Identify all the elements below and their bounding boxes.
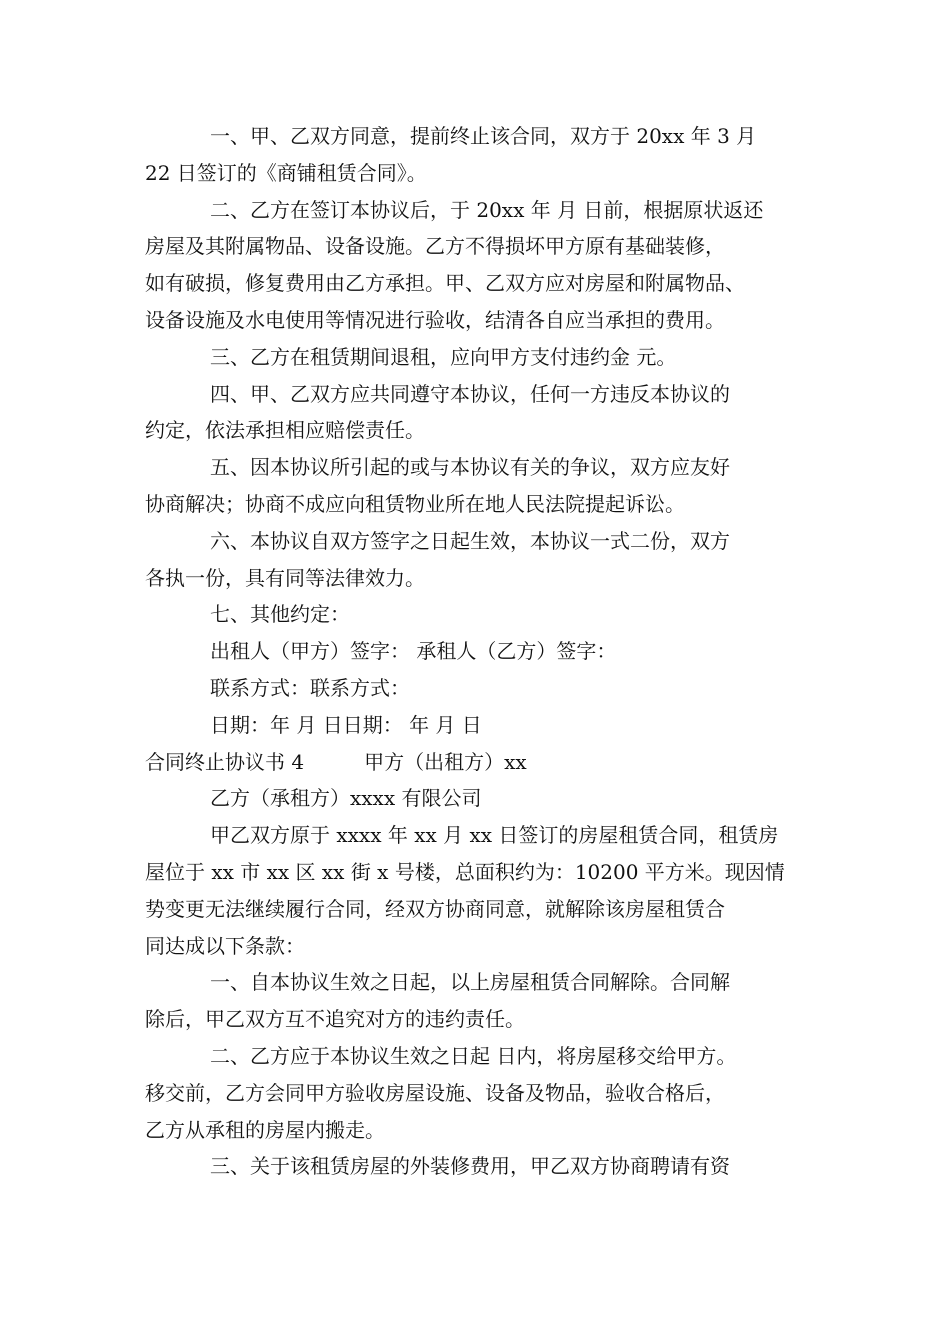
paragraph-line: 除后，甲乙双方互不追究对方的违约责任。: [145, 1007, 525, 1032]
paragraph-line: 三、乙方在租赁期间退租，应向甲方支付违约金 元。: [210, 344, 677, 369]
paragraph-line: 各执一份，具有同等法律效力。: [145, 565, 425, 590]
paragraph-line: 22 日签订的《商铺租赁合同》。: [145, 160, 427, 185]
paragraph-line: 七、其他约定：: [210, 602, 350, 627]
paragraph-line: 屋位于 xx 市 xx 区 xx 街 x 号楼，总面积约为：10200 平方米。现因情: [145, 859, 785, 884]
paragraph-line: 六、本协议自双方签字之日起生效，本协议一式二份，双方: [210, 528, 730, 553]
section-heading: 合同终止协议书 4: [145, 749, 305, 774]
signature-line: 出租人（甲方）签字： 承租人（乙方）签字：: [210, 639, 617, 664]
party-b-line: 乙方（承租方）xxxx 有限公司: [210, 786, 482, 811]
paragraph-line: 一、自本协议生效之日起，以上房屋租赁合同解除。合同解: [210, 970, 730, 995]
paragraph-line: 甲乙双方原于 xxxx 年 xx 月 xx 日签订的房屋租赁合同，租赁房: [210, 823, 779, 848]
paragraph-line: 房屋及其附属物品、设备设施。乙方不得损坏甲方原有基础装修，: [145, 234, 725, 259]
paragraph-line: 同达成以下条款：: [145, 933, 305, 958]
paragraph-line: 五、因本协议所引起的或与本协议有关的争议，双方应友好: [210, 455, 730, 480]
date-line: 日期：年 月 日日期： 年 月 日: [210, 712, 482, 737]
paragraph-line: 二、乙方应于本协议生效之日起 日内，将房屋移交给甲方。: [210, 1043, 737, 1068]
paragraph-line: 四、甲、乙双方应共同遵守本协议，任何一方违反本协议的: [210, 381, 730, 406]
paragraph-line: 如有破损，修复费用由乙方承担。甲、乙双方应对房屋和附属物品、: [145, 271, 745, 296]
paragraph-line: 约定，依法承担相应赔偿责任。: [145, 418, 425, 443]
paragraph-line: 设备设施及水电使用等情况进行验收，结清各自应当承担的费用。: [145, 307, 725, 332]
paragraph-line: 三、关于该租赁房屋的外装修费用，甲乙双方协商聘请有资: [210, 1154, 730, 1179]
paragraph-line: 乙方从承租的房屋内搬走。: [145, 1117, 385, 1142]
paragraph-line: 移交前，乙方会同甲方验收房屋设施、设备及物品，验收合格后，: [145, 1080, 725, 1105]
paragraph-line: 协商解决；协商不成应向租赁物业所在地人民法院提起诉讼。: [145, 491, 685, 516]
party-a-label: 甲方（出租方）xx: [364, 749, 527, 774]
document-body: [145, 118, 810, 1185]
section-heading-line: [145, 744, 810, 781]
paragraph-line: 势变更无法继续履行合同，经双方协商同意，就解除该房屋租赁合: [145, 896, 725, 921]
contact-line: 联系方式：联系方式：: [210, 675, 410, 700]
paragraph-line: 二、乙方在签订本协议后，于 20xx 年 月 日前，根据原状返还: [210, 197, 764, 222]
paragraph-line: 一、甲、乙双方同意，提前终止该合同，双方于 20xx 年 3 月: [210, 124, 757, 148]
